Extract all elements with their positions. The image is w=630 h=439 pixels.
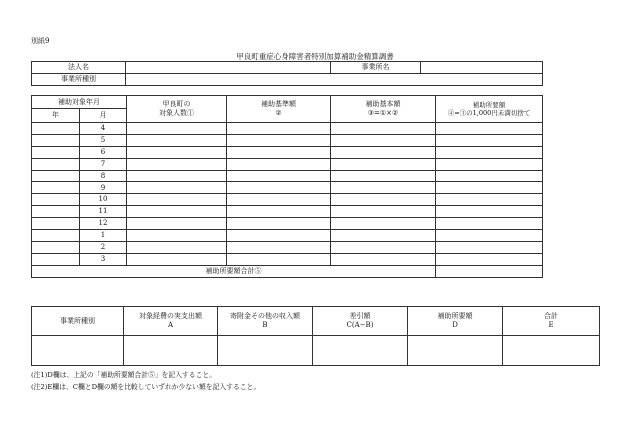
col-c-line2: C(A−B) — [346, 321, 374, 329]
year-field[interactable] — [32, 134, 80, 146]
summary-a-field[interactable] — [124, 336, 218, 366]
count-field[interactable] — [127, 123, 227, 135]
month-row — [32, 134, 543, 146]
base-field[interactable] — [227, 241, 331, 253]
count-field[interactable] — [127, 206, 227, 218]
total-label: 補助所要額合計⑤ — [32, 265, 436, 277]
year-field[interactable] — [32, 182, 80, 194]
col-c-line1: 差引額 — [349, 312, 371, 321]
col-a-line1: 対象経費の実支出額 — [139, 312, 202, 321]
month-row — [32, 123, 543, 135]
header-basic-line1: 補助基本額 — [365, 100, 401, 109]
header-basic-line2: ③=①×② — [367, 109, 399, 117]
corp-name-label: 法人名 — [32, 62, 126, 74]
base-field[interactable] — [227, 218, 331, 230]
col-office-type: 事業所種別 — [32, 307, 124, 336]
count-field[interactable] — [127, 241, 227, 253]
year-field[interactable] — [32, 218, 80, 230]
month-cell: 1 — [80, 230, 127, 242]
col-e-line1: 合計 — [544, 312, 558, 321]
basic-field[interactable] — [331, 182, 436, 194]
basic-field[interactable] — [331, 241, 436, 253]
month-row — [32, 182, 543, 194]
month-row — [32, 206, 543, 218]
header-count-line2: 対象人数① — [159, 109, 194, 117]
document-title: 甲良町重症心身障害者特別加算補助金精算調書 — [236, 52, 394, 61]
base-field[interactable] — [227, 146, 331, 158]
summary-type-field[interactable] — [32, 336, 124, 366]
header-period: 補助対象年月 — [32, 96, 127, 109]
header-required — [436, 96, 543, 123]
month-cell: 3 — [80, 253, 127, 265]
month-row — [32, 218, 543, 230]
month-cell: 7 — [80, 158, 127, 170]
header-required-line1: 補助所要額 — [472, 100, 506, 109]
year-field[interactable] — [32, 194, 80, 206]
basic-field[interactable] — [331, 218, 436, 230]
required-field[interactable] — [436, 241, 543, 253]
basic-field[interactable] — [331, 123, 436, 135]
col-b-line1: 寄附金その他の収入額 — [230, 312, 300, 321]
year-field[interactable] — [32, 146, 80, 158]
month-cell: 11 — [80, 206, 127, 218]
office-name-label: 事業所名 — [331, 62, 421, 74]
header-base-line1: 補助基準額 — [261, 100, 296, 109]
main-table — [31, 95, 543, 278]
year-field[interactable] — [32, 241, 80, 253]
col-a — [124, 307, 218, 336]
corp-name-field[interactable] — [126, 62, 331, 74]
col-c — [313, 307, 408, 336]
count-field[interactable] — [127, 253, 227, 265]
required-field[interactable] — [436, 194, 543, 206]
year-field[interactable] — [32, 170, 80, 182]
month-cell: 5 — [80, 134, 127, 146]
basic-field[interactable] — [331, 230, 436, 242]
note-1: (注1)D欄は、上記の「補助所要額合計⑤」を記入すること。 — [31, 371, 216, 379]
base-field[interactable] — [227, 230, 331, 242]
required-field[interactable] — [436, 158, 543, 170]
month-row — [32, 170, 543, 182]
header-basic — [331, 96, 436, 123]
office-type-field[interactable] — [126, 74, 543, 86]
note-2: (注2)E欄は、C欄とD欄の額を比較していずれか少ない額を記入すること。 — [31, 383, 261, 391]
office-name-field[interactable] — [421, 62, 543, 74]
count-field[interactable] — [127, 218, 227, 230]
info-table — [31, 61, 543, 86]
year-field[interactable] — [32, 253, 80, 265]
col-b-line2: B — [262, 321, 268, 329]
month-cell: 10 — [80, 194, 127, 206]
col-a-line2: A — [167, 321, 174, 329]
header-base — [227, 96, 331, 123]
count-field[interactable] — [127, 158, 227, 170]
header-base-line2: ② — [275, 109, 282, 117]
col-d-line1: 補助所要額 — [437, 312, 473, 321]
count-field[interactable] — [127, 194, 227, 206]
month-rows — [32, 123, 543, 266]
month-row — [32, 194, 543, 206]
month-cell: 4 — [80, 123, 127, 135]
base-field[interactable] — [227, 182, 331, 194]
summary-c-field[interactable] — [313, 336, 408, 366]
year-field[interactable] — [32, 206, 80, 218]
month-cell: 2 — [80, 241, 127, 253]
base-field[interactable] — [227, 123, 331, 135]
count-field[interactable] — [127, 230, 227, 242]
header-required-line2: ④=③の1,000円未満切捨て — [447, 109, 531, 117]
required-field[interactable] — [436, 182, 543, 194]
basic-field[interactable] — [331, 146, 436, 158]
year-field[interactable] — [32, 230, 80, 242]
required-field[interactable] — [436, 146, 543, 158]
basic-field[interactable] — [331, 253, 436, 265]
col-d-line2: D — [452, 321, 458, 329]
month-cell: 8 — [80, 170, 127, 182]
required-field[interactable] — [436, 134, 543, 146]
base-field[interactable] — [227, 158, 331, 170]
summary-b-field[interactable] — [218, 336, 313, 366]
month-row — [32, 146, 543, 158]
header-count-line1: 甲良町の — [162, 100, 191, 109]
basic-field[interactable] — [331, 206, 436, 218]
required-field[interactable] — [436, 170, 543, 182]
count-field[interactable] — [127, 182, 227, 194]
basic-field[interactable] — [331, 158, 436, 170]
basic-field[interactable] — [331, 134, 436, 146]
count-field[interactable] — [127, 170, 227, 182]
col-b — [218, 307, 313, 336]
month-row — [32, 241, 543, 253]
required-field[interactable] — [436, 230, 543, 242]
year-field[interactable] — [32, 123, 80, 135]
month-cell: 6 — [80, 146, 127, 158]
required-field[interactable] — [436, 206, 543, 218]
month-cell: 12 — [80, 218, 127, 230]
year-field[interactable] — [32, 158, 80, 170]
required-field[interactable] — [436, 123, 543, 135]
month-row — [32, 253, 543, 265]
office-type-label: 事業所種別 — [32, 74, 126, 86]
col-d — [408, 307, 503, 336]
month-row — [32, 158, 543, 170]
attachment-label: 別紙9 — [31, 37, 50, 45]
base-field[interactable] — [227, 134, 331, 146]
col-e-line2: E — [548, 321, 554, 329]
count-field[interactable] — [127, 146, 227, 158]
header-count — [127, 96, 227, 123]
month-row — [32, 230, 543, 242]
required-field[interactable] — [436, 218, 543, 230]
basic-field[interactable] — [331, 170, 436, 182]
summary-e-field[interactable] — [503, 336, 600, 366]
basic-field[interactable] — [331, 194, 436, 206]
required-field[interactable] — [436, 253, 543, 265]
header-month: 月 — [80, 109, 127, 123]
month-cell: 9 — [80, 182, 127, 194]
col-e — [503, 307, 600, 336]
base-field[interactable] — [227, 194, 331, 206]
summary-table — [31, 306, 600, 366]
total-value-field[interactable] — [436, 265, 543, 277]
count-field[interactable] — [127, 134, 227, 146]
summary-d-field[interactable] — [408, 336, 503, 366]
base-field[interactable] — [227, 206, 331, 218]
base-field[interactable] — [227, 253, 331, 265]
header-year: 年 — [32, 109, 80, 123]
base-field[interactable] — [227, 170, 331, 182]
